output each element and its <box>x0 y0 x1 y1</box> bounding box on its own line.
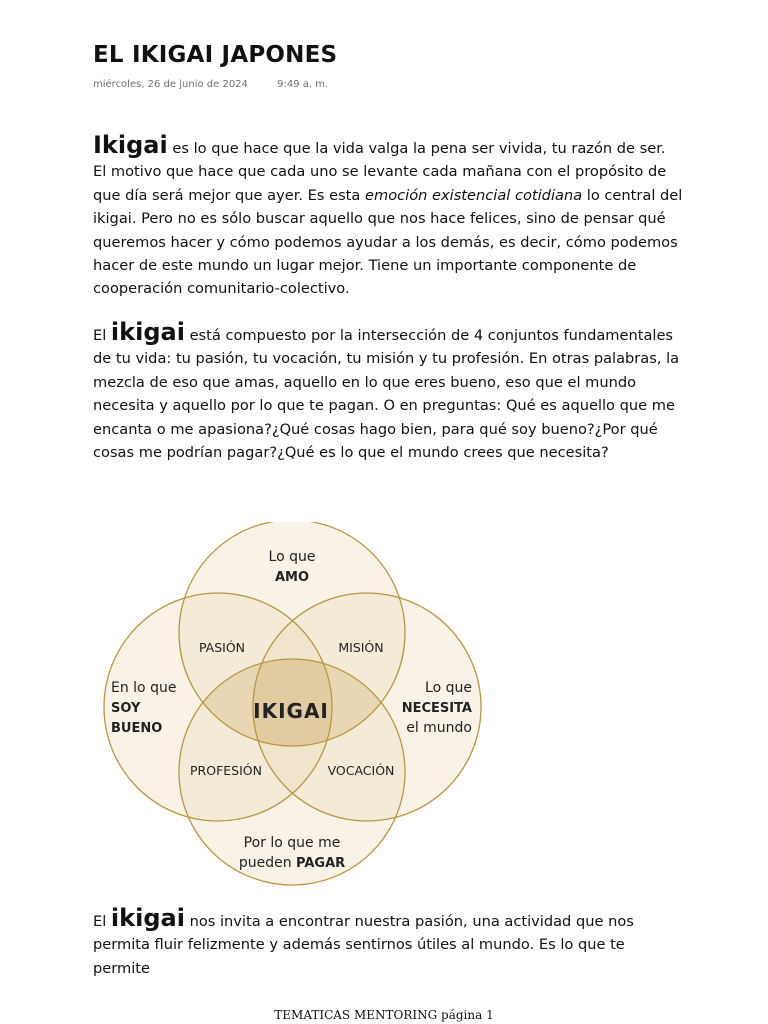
label-pasion: PASIÓN <box>198 640 246 655</box>
label-ikigai-center: IKIGAI <box>253 699 329 723</box>
ikigai-venn-diagram <box>100 522 490 888</box>
date-label: miércoles, 26 de junio de 2024 <box>93 79 248 90</box>
paragraph-text: está compuesto por la intersección de 4 conjuntos fundamentales de tu vida: tu pasión, tu vocación, tu misión y tu profesión. En otras palabras, la mezcla de eso que amas, aquello en lo que eres bueno, eso que el mundo necesita y aquello por lo que te pagan. O en preguntas: Qué es aquello que me encanta o me apasiona?¿Qué cosas hago bien, para qué soy bueno?¿Por qué cosas me podrían pagar?¿Qué es lo que el mundo crees que necesita? <box>93 327 680 462</box>
composition-paragraph <box>93 320 683 464</box>
lead-word: ikigai <box>110 904 185 932</box>
label-right-line3: el mundo <box>406 720 472 736</box>
label-left-line3: BUENO <box>111 721 163 736</box>
paragraph-prefix: El <box>93 913 111 930</box>
paragraph-text: lo central del ikigai. Pero no es sólo buscar aquello que nos hace felices, sino de pensar qué queremos hacer y cómo podemos ayudar a los demás, es decir, cómo podemos hacer de este mundo un lugar mejor. Tiene un importante componente de cooperación comunitario-colectivo. <box>93 186 683 298</box>
label-top-line2: AMO <box>274 570 310 585</box>
lead-word: ikigai <box>110 318 185 346</box>
label-mision: MISIÓN <box>338 640 384 655</box>
label-right-line2: NECESITA <box>401 701 472 716</box>
emphasis-text: emoción existencial cotidiana <box>365 186 583 204</box>
label-left-line1: En lo que <box>111 680 177 696</box>
label-bottom-line1: Por lo que me <box>243 835 341 851</box>
paragraph-text: nos invita a encontrar nuestra pasión, una actividad que nos permita fluir felizmente y además sentirnos útiles al mundo. Es lo que te permite <box>93 913 634 977</box>
paragraph-prefix: El <box>93 327 111 344</box>
paragraph-text: es lo que hace que la vida valga la pena ser vivida, tu razón de ser. El motivo que hace que cada uno se levante cada mañana con el propósito de que día será mejor que ayer. Es esta <box>93 140 667 204</box>
label-vocacion: VOCACIÓN <box>327 763 395 778</box>
label-right-line1: Lo que <box>425 680 472 696</box>
page-metadata <box>93 79 328 90</box>
invitation-paragraph <box>93 906 683 980</box>
label-bottom-line2: pueden PAGAR <box>238 855 346 871</box>
time-label: 9:49 a. m. <box>277 79 329 90</box>
label-profesion: PROFESIÓN <box>190 763 262 778</box>
page-footer: TEMATICAS MENTORING página 1 <box>274 1008 494 1022</box>
page-title: EL IKIGAI JAPONES <box>93 42 338 68</box>
label-top-line1: Lo que <box>268 549 316 565</box>
lead-word: Ikigai <box>93 131 168 159</box>
intro-paragraph <box>93 133 683 301</box>
label-left-line2: SOY <box>111 701 141 716</box>
